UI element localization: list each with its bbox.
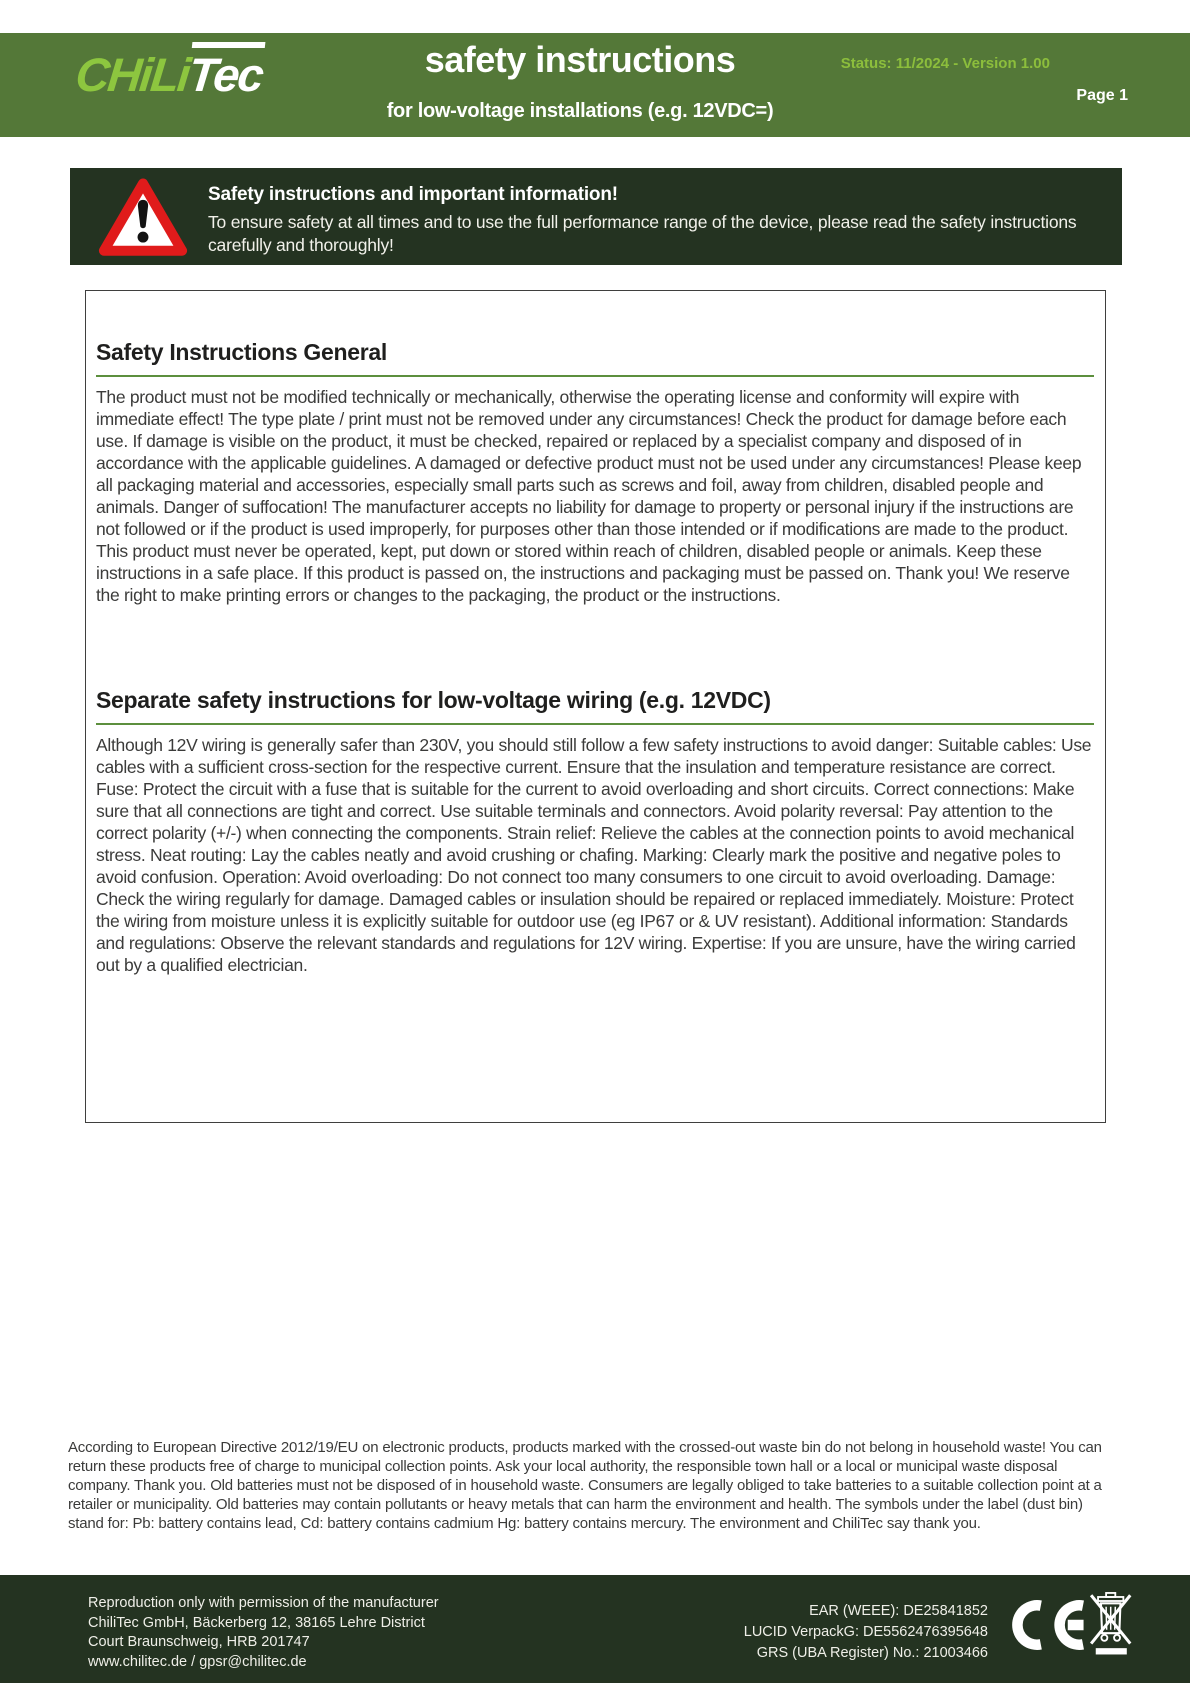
footer-line-reproduction: Reproduction only with permission of the manufacturer [88, 1595, 439, 1611]
registration-numbers [744, 1601, 988, 1664]
document-subtitle: for low-voltage installations (e.g. 12VDC=) [386, 100, 774, 122]
footer-line-contact: www.chilitec.de / gpsr@chilitec.de [88, 1653, 307, 1670]
chilitec-logo [73, 48, 265, 101]
footer-line-ear: EAR (WEEE): DE25841852 [809, 1603, 988, 1619]
warning-text-block [208, 184, 1098, 257]
section-general-heading: Safety Instructions General [96, 339, 1094, 377]
ce-mark-icon [1008, 1597, 1090, 1653]
header-band [0, 33, 1190, 137]
section-low-voltage-heading: Separate safety instructions for low-voltage wiring (e.g. 12VDC) [96, 687, 1094, 725]
manufacturer-info [88, 1594, 439, 1672]
footer-line-grs: GRS (UBA Register) No.: 21003466 [756, 1645, 988, 1661]
logo-part-green: CHiLi [73, 48, 192, 101]
section-general [96, 339, 1094, 606]
footer-line-company: ChiliTec GmbH, Bäckerberg 12, 38165 Lehre District [88, 1614, 425, 1631]
warning-banner [70, 168, 1122, 265]
warning-triangle-icon [96, 178, 190, 258]
footer-line-lucid: LUCID VerpackG: DE5562476395648 [743, 1624, 988, 1640]
section-low-voltage [96, 687, 1094, 976]
logo-part-white: Tec [186, 42, 265, 101]
status-version: Status: 11/2024 - Version 1.00 [840, 55, 1050, 72]
safety-content-box [85, 290, 1106, 1123]
disposal-directive-note: According to European Directive 2012/19/EU on electronic products, products marked with the crossed-out waste bin do not belong in household waste! You can return these products free of charge to municipal collection points. Ask your local authority, the responsible town hall or a local or municipal waste disposal company. Thank you. Old batteries must not be disposed of in household waste. Consumers are legally obliged to take batteries to a suitable collection point at a retailer or municipality. Old batteries may contain pollutants or heavy metals that can harm the environment and health. The symbols under the label (dust bin) stand for: Pb: battery contains lead, Cd: battery contains cadmium Hg: battery contains mercury. The environment and ChiliTec say thank you. [68, 1439, 1102, 1532]
footer-band [0, 1575, 1190, 1683]
warning-body: To ensure safety at all times and to use the full performance range of the device, please read the safety instructions carefully and thoroughly! [208, 212, 1077, 255]
section-general-body: The product must not be modified technically or mechanically, otherwise the operating license and conformity will expire with immediate effect! The type plate / print must not be removed under any circumstances! Check the product for damage before each use. If damage is visible on the product, it must be checked, repaired or replaced by a specialist company and disposed of in accordance with the applicable guidelines. A damaged or defective product must not be used under any circumstances! Please keep all packaging material and accessories, especially small parts such as screws and foil, away from children, disabled people and animals. Danger of suffocation! The manufacturer accepts no liability for damage to property or personal injury if the instructions are not followed or if the product is used improperly, for purposes other than those intended or if modifications are made to the product. This product must never be operated, kept, put down or stored within reach of children, disabled people or animals. Keep these instructions in a safe place. If this product is passed on, the instructions and packaging must be passed on. Thank you! We reserve the right to make printing errors or changes to the packaging, the product or the instructions. [96, 387, 1082, 605]
page-number: Page 1 [1076, 87, 1128, 104]
section-low-voltage-body: Although 12V wiring is generally safer than 230V, you should still follow a few safety instructions to avoid danger: Suitable cables: Use cables with a sufficient cross-section for the respective current. Ensure that the insulation and temperature resistance are correct. Fuse: Protect the circuit with a fuse that is suitable for the current to avoid overloading and short circuits. Correct connections: Make sure that all connections are tight and correct. Use suitable terminals and connectors. Avoid polarity reversal: Pay attention to the correct polarity (+/-) when connecting the components. Strain relief: Relieve the cables at the connection points to avoid mechanical stress. Neat routing: Lay the cables neatly and avoid crushing or chafing. Marking: Clearly mark the positive and negative poles to avoid confusion. Operation: Avoid overloading: Do not connect too many consumers to one circuit to avoid overloading. Damage: Check the wiring regularly for damage. Damaged cables or insulation should be repaired or replaced immediately. Moisture: Protect the wiring from moisture unless it is explicitly suitable for outdoor use (eg IP67 or & UV resistant). Additional information: Standards and regulations: Observe the relevant standards and regulations for 12V wiring. Expertise: If you are unsure, have the wiring carried out by a qualified electrician. [96, 735, 1092, 975]
weee-bin-icon [1090, 1591, 1136, 1657]
document-title: safety instructions [424, 39, 736, 80]
footer-line-court: Court Braunschweig, HRB 201747 [88, 1634, 310, 1650]
warning-title: Safety instructions and important information! [208, 184, 618, 205]
